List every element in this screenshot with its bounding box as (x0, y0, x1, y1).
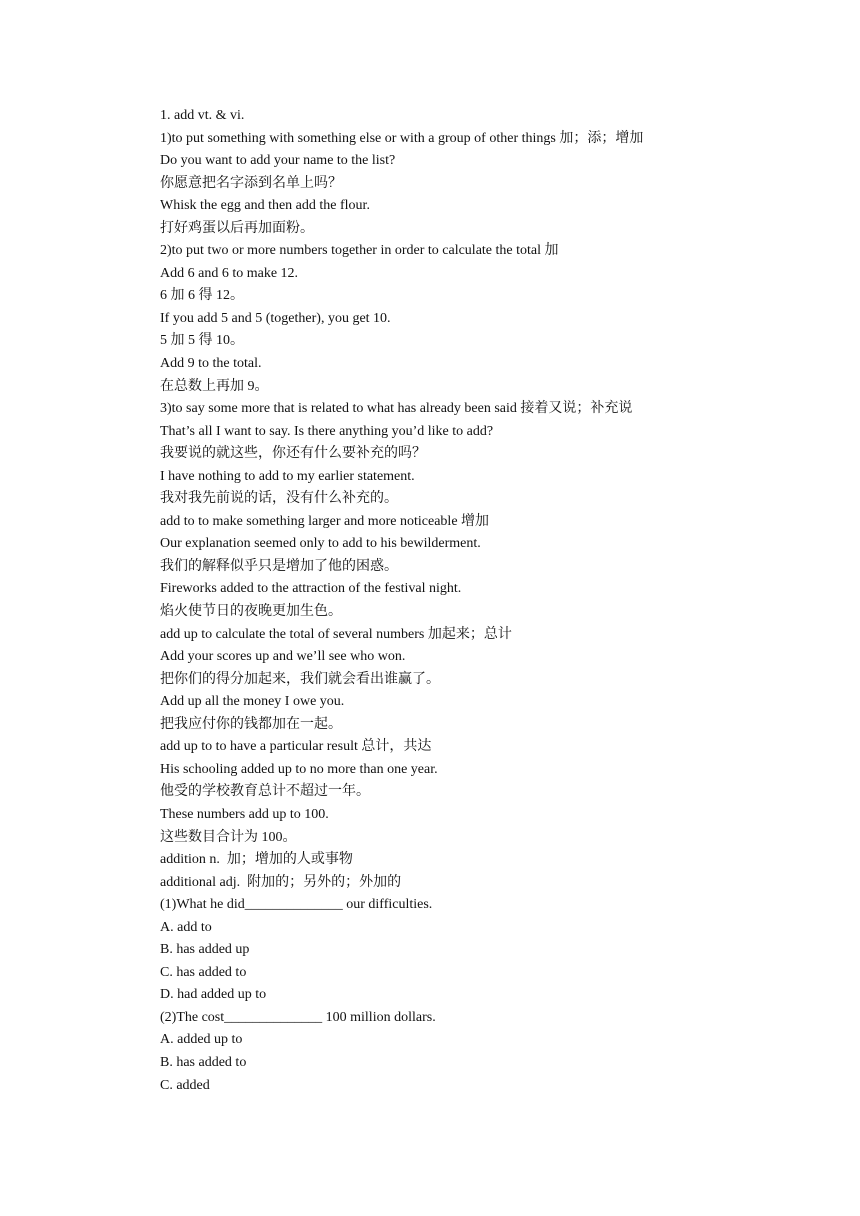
text-line: 焰火使节日的夜晚更加生色。 (160, 604, 342, 620)
text-line: C. has added to (160, 964, 247, 980)
text-line: I have nothing to add to my earlier statement. (160, 468, 415, 484)
text-line: 把我应付你的钱都加在一起。 (160, 716, 342, 732)
text-line: That’s all I want to say. Is there anything you’d like to add? (160, 423, 494, 439)
text-line: add to to make something larger and more noticeable 增加 (160, 513, 490, 529)
text-line: 打好鸡蛋以后再加面粉。 (160, 220, 314, 236)
text-line: 这些数目合计为 100。 (160, 829, 297, 845)
text-line: Whisk the egg and then add the flour. (160, 198, 370, 214)
text-line: If you add 5 and 5 (together), you get 10. (160, 310, 391, 326)
text-line: Add 6 and 6 to make 12. (160, 265, 299, 281)
text-line: 在总数上再加 9。 (160, 378, 269, 394)
text-line: 1)to put something with something else or with a group of other things 加；添；增加 (160, 130, 644, 146)
text-line: Add up all the money I owe you. (160, 694, 345, 710)
document-page (160, 105, 800, 1097)
text-line: 2)to put two or more numbers together in order to calculate the total 加 (160, 243, 559, 259)
text-line: 5 加 5 得 10。 (160, 333, 244, 349)
text-line: (2)The cost______________ 100 million dollars. (160, 1009, 436, 1025)
text-line: (1)What he did______________ our difficulties. (160, 897, 433, 913)
text-line: C. added (160, 1077, 210, 1093)
text-line: 把你们的得分加起来，我们就会看出谁赢了。 (160, 671, 440, 687)
text-line: 1. add vt. & vi. (160, 108, 245, 123)
text-line: 你愿意把名字添到名单上吗？ (160, 175, 342, 191)
text-line: Our explanation seemed only to add to his bewilderment. (160, 536, 481, 552)
text-line: Do you want to add your name to the list? (160, 153, 396, 169)
text-line: 他受的学校教育总计不超过一年。 (160, 784, 370, 800)
text-line: 3)to say some more that is related to what has already been said 接着又说；补充说 (160, 401, 633, 417)
text-line: B. has added to (160, 1054, 247, 1070)
text-line: 我们的解释似乎只是增加了他的困惑。 (160, 558, 398, 574)
text-line: additional adj. 附加的；另外的；外加的 (160, 874, 402, 890)
text-line: 我要说的就这些，你还有什么要补充的吗？ (160, 446, 426, 462)
text-line: add up to to have a particular result 总计，共达 (160, 739, 432, 755)
text-line: Fireworks added to the attraction of the festival night. (160, 581, 462, 597)
text-line: B. has added up (160, 942, 250, 958)
text-line: Add 9 to the total. (160, 356, 262, 372)
text-line: A. added up to (160, 1032, 243, 1048)
text-line: Add your scores up and we’ll see who won. (160, 649, 406, 665)
text-line: 我对我先前说的话，没有什么补充的。 (160, 491, 398, 507)
text-line: These numbers add up to 100. (160, 806, 329, 822)
text-line: A. add to (160, 919, 212, 935)
text-line: addition n. 加；增加的人或事物 (160, 852, 353, 868)
text-line: 6 加 6 得 12。 (160, 288, 244, 304)
text-line: His schooling added up to no more than one year. (160, 761, 438, 777)
text-line: add up to calculate the total of several numbers 加起来；总计 (160, 626, 512, 642)
text-line: D. had added up to (160, 987, 267, 1003)
